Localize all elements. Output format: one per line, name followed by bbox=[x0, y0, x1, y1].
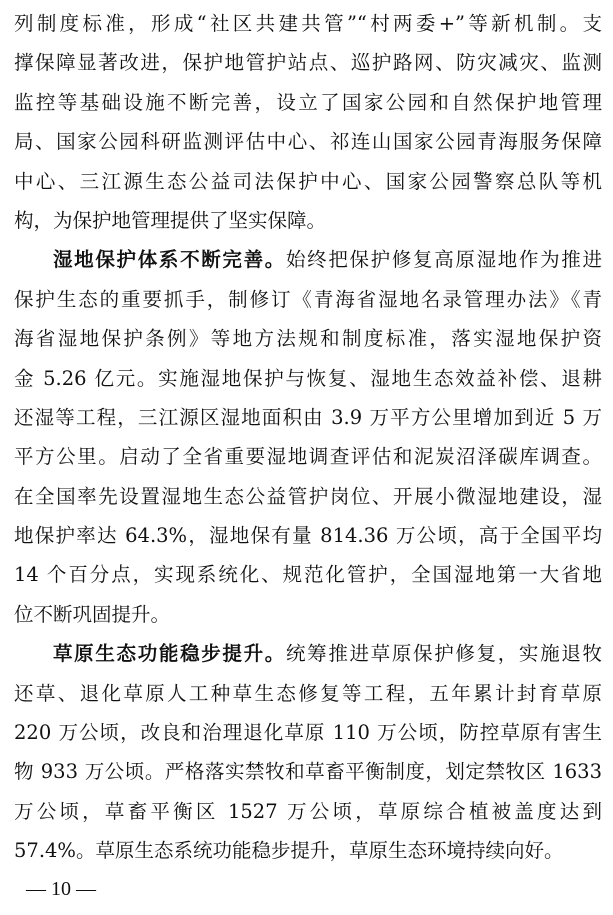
text-line: 撑保障显著改进，保护地管护站点、巡护路网、防灾减灾、监测 bbox=[14, 51, 602, 75]
text-line: 14 个百分点，实现系统化、规范化管护，全国湿地第一大省地 bbox=[14, 563, 602, 587]
paragraph-first-line bbox=[14, 634, 602, 673]
text-line: 还草、退化草原人工种草生态修复等工程，五年累计封育草原 bbox=[14, 681, 602, 705]
page-number: — 10 — bbox=[26, 878, 96, 900]
text-line: 平方公里。启动了全省重要湿地调查评估和泥炭沼泽碳库调查。 bbox=[14, 445, 602, 469]
text-run: 始终把保护修复高原湿地作为推进 bbox=[285, 248, 602, 272]
text-line: 还湿等工程，三江源区湿地面积由 3.9 万平方公里增加到近 5 万 bbox=[14, 405, 602, 429]
text-line: 金 5.26 亿元。实施湿地保护与恢复、湿地生态效益补偿、退耕 bbox=[14, 366, 602, 390]
text-run: 统筹推进草原保护修复，实施退牧 bbox=[285, 642, 602, 666]
text-line: 局、国家公园科研监测评估中心、祁连山国家公园青海服务保障 bbox=[14, 130, 602, 154]
text-line: 万公顷，草畜平衡区 1527 万公顷，草原综合植被盖度达到 bbox=[14, 799, 602, 823]
section-heading: 草原生态功能稳步提升。 bbox=[53, 642, 286, 666]
section-heading: 湿地保护体系不断完善。 bbox=[53, 248, 286, 272]
text-line: 构，为保护地管理提供了坚实保障。 bbox=[14, 208, 327, 232]
text-line: 物 933 万公顷。严格落实禁牧和草畜平衡制度，划定禁牧区 1633 bbox=[14, 760, 602, 784]
text-line: 中心、三江源生态公益司法保护中心、国家公园警察总队等机 bbox=[14, 169, 602, 193]
paragraph-first-line bbox=[14, 240, 602, 279]
text-line: 220 万公顷，改良和治理退化草原 110 万公顷，防控草原有害生 bbox=[14, 721, 602, 745]
text-line: 监控等基础设施不断完善，设立了国家公园和自然保护地管理 bbox=[14, 90, 602, 114]
text-line: 海省湿地保护条例》等地方法规和制度标准，落实湿地保护资 bbox=[14, 327, 602, 351]
text-line: 位不断巩固提升。 bbox=[14, 602, 171, 626]
text-line: 列制度标准，形成“社区共建共管”“村两委+”等新机制。支 bbox=[14, 12, 602, 35]
text-line: 地保护率达 64.3%，湿地保有量 814.36 万公顷，高于全国平均 bbox=[14, 524, 602, 548]
document-page bbox=[14, 4, 602, 871]
text-line: 57.4%。草原生态系统功能稳步提升，草原生态环境持续向好。 bbox=[14, 839, 564, 863]
paragraph-wetland-protection bbox=[14, 240, 602, 634]
paragraph-governance-support bbox=[14, 4, 602, 240]
text-line: 保护生态的重要抓手，制修订《青海省湿地名录管理办法》《青 bbox=[14, 287, 602, 311]
paragraph-grassland-ecology bbox=[14, 634, 602, 870]
text-line: 在全国率先设置湿地生态公益管护岗位、开展小微湿地建设，湿 bbox=[14, 484, 602, 508]
